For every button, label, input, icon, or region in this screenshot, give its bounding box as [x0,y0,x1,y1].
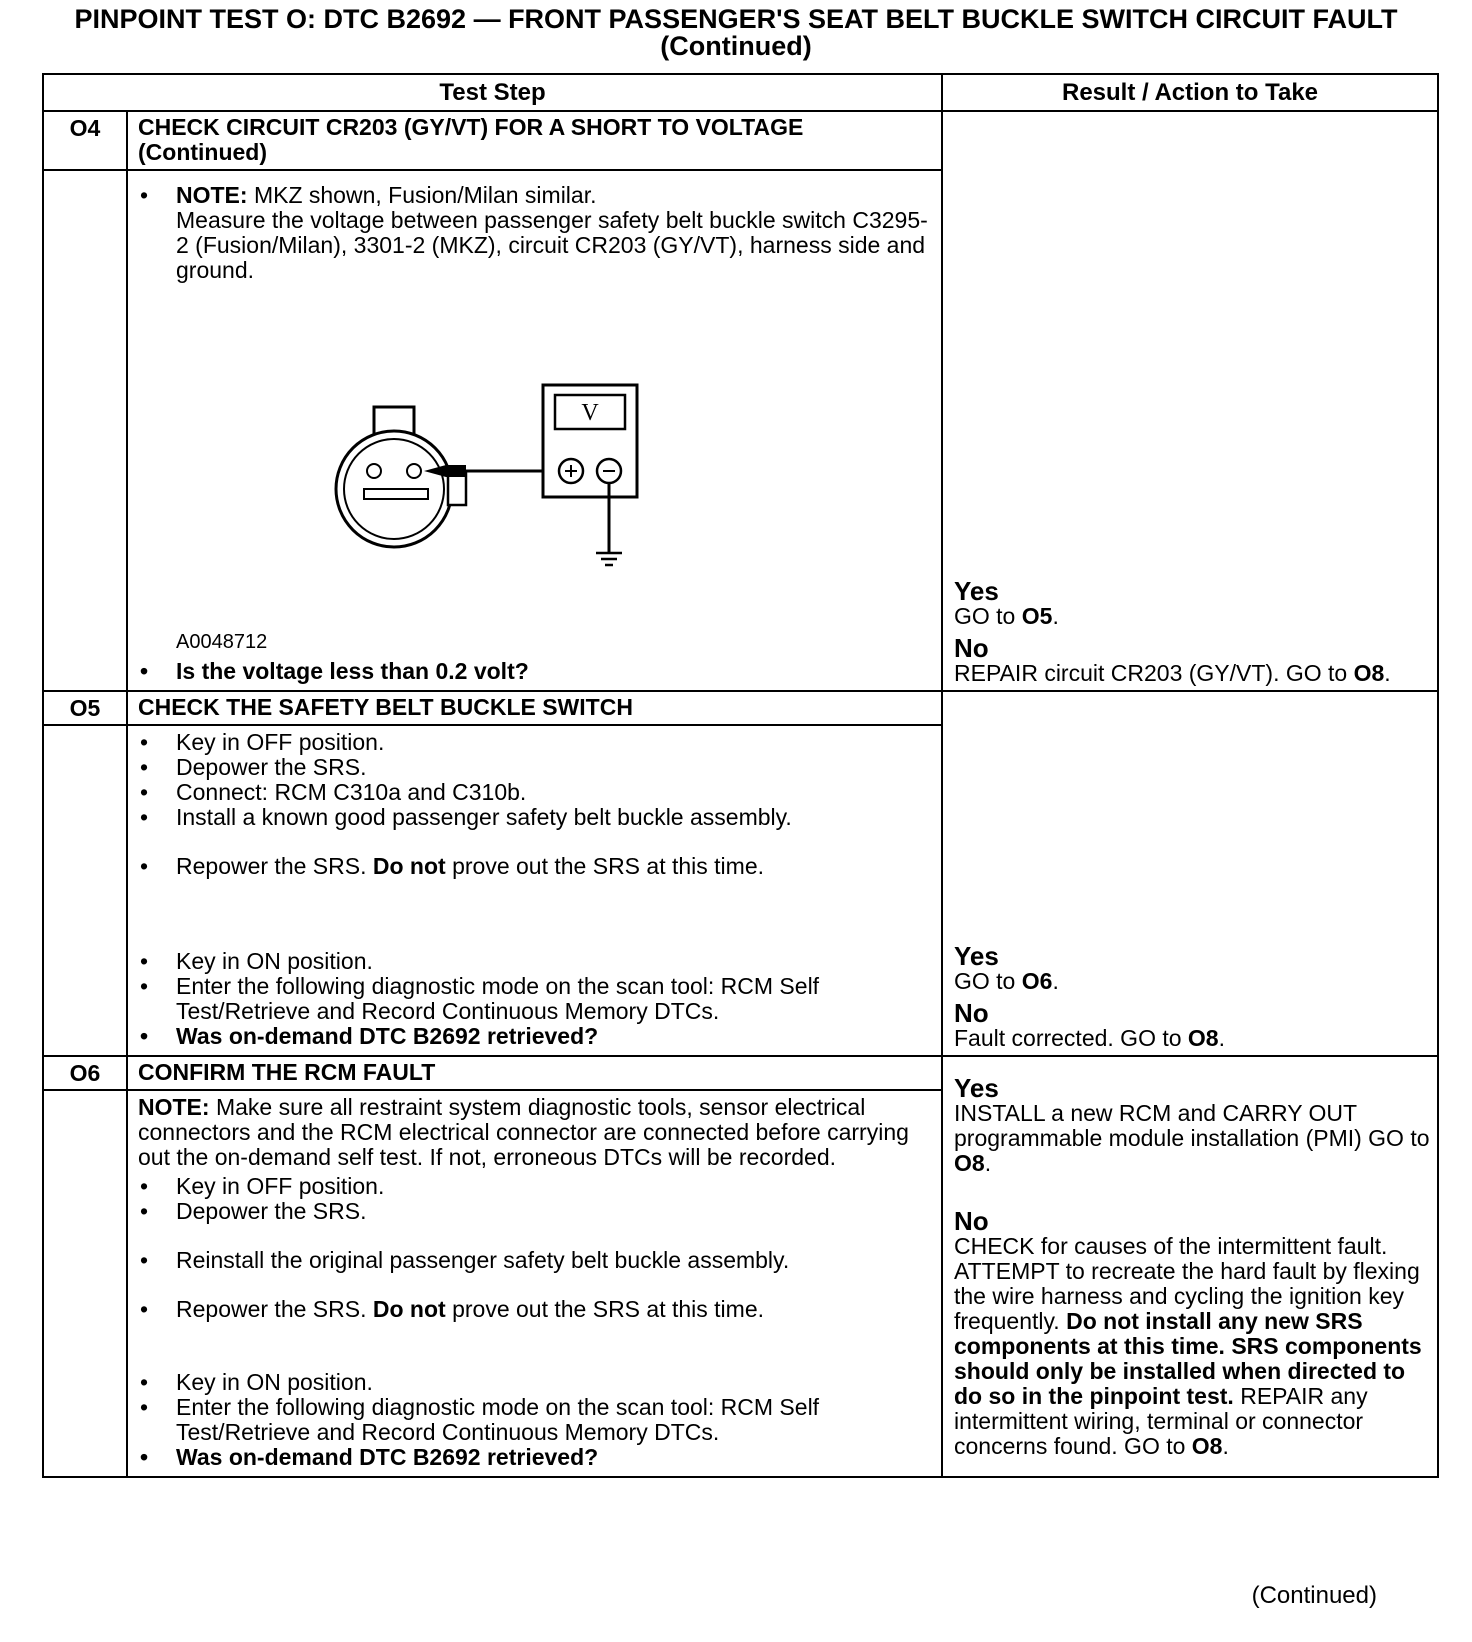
o6-step-2: • Depower the SRS. [138,1199,933,1224]
step-o6-id: O6 [43,1056,127,1090]
o5-yes-text: GO to O6. [954,968,1059,994]
o6-step-1: • Key in OFF position. [138,1174,933,1199]
title-line-2: (Continued) [660,31,812,61]
step-o4-heading: CHECK CIRCUIT CR203 (GY/VT) FOR A SHORT TO VOLTAGE (Continued) [127,111,942,170]
o5-no-text: Fault corrected. GO to O8. [954,1025,1225,1051]
step-o5-header-row [43,691,1438,725]
o6-note: NOTE: Make sure all restraint system diagnostic tools, sensor electrical connectors and the RCM electrical connector are connected before carrying out the on-demand self test. If not, erroneous DTCs will be recorded. [138,1094,909,1170]
page-title [0,6,1472,60]
o6-step-4: • Enter the following diagnostic mode on the scan tool: RCM Self Test/Retrieve and Record Continuous Memory DTCs. [138,1395,933,1445]
o4-measure-text: Measure the voltage between passenger safety belt buckle switch C3295-2 (Fusion/Milan), 3301-2 (MKZ), circuit CR203 (GY/VT), harness side and ground. [176,207,928,283]
o6-question: • Was on-demand DTC B2692 retrieved? [138,1445,933,1470]
step-o5-body [127,725,942,1056]
o6-no-label: No [954,1206,989,1236]
o6-reinstall: • Reinstall the original passenger safety belt buckle assembly. [138,1248,933,1273]
step-o6-result [942,1056,1438,1477]
column-header-test-step: Test Step [43,74,942,111]
connector-pin-1 [367,464,381,478]
step-o4-result [942,111,1438,691]
o5-step-5: • Key in ON position. [138,949,933,974]
step-o5-id: O5 [43,691,127,725]
o4-note: • NOTE: MKZ shown, Fusion/Milan similar. [138,183,933,208]
o6-repower: • Repower the SRS. Do not prove out the SRS at this time. [138,1297,933,1322]
o4-yes-text: GO to O5. [954,603,1059,629]
o5-yes-label: Yes [954,941,999,971]
voltmeter-figure [176,283,933,659]
step-o5-result [942,691,1438,1056]
step-o6-body [127,1090,942,1477]
step-o6-header-row [43,1056,1438,1090]
o5-no-label: No [954,998,989,1028]
continued-footer: (Continued) [1251,1582,1377,1609]
step-o4-body [127,170,942,691]
o6-step-3: • Key in ON position. [138,1370,933,1395]
o5-step-6: • Enter the following diagnostic mode on the scan tool: RCM Self Test/Retrieve and Record Continuous Memory DTCs. [138,974,933,1024]
pinpoint-test-table [42,73,1439,1478]
o5-repower: • Repower the SRS. Do not prove out the SRS at this time. [138,854,933,879]
o4-no-label: No [954,633,989,663]
o5-question: • Was on-demand DTC B2692 retrieved? [138,1024,933,1049]
figure-id: A0048712 [176,631,268,653]
voltmeter-label: V [581,400,599,426]
o6-yes-text: INSTALL a new RCM and CARRY OUT programmable module installation (PMI) GO to O8. [954,1100,1430,1176]
o5-step-3: • Connect: RCM C310a and C310b. [138,780,933,805]
o4-yes-label: Yes [954,576,999,606]
column-header-result: Result / Action to Take [942,74,1438,111]
step-o5-heading: CHECK THE SAFETY BELT BUCKLE SWITCH [127,691,942,725]
o4-no-text: REPAIR circuit CR203 (GY/VT). GO to O8. [954,660,1391,686]
connector-pin-2 [407,464,421,478]
o6-no-text: CHECK for causes of the intermittent fault. ATTEMPT to recreate the hard fault by flexing the wire harness and cycling the ignition key frequently. Do not install any new SRS components at this time. SRS components should only be installed when directed to do so in the pinpoint test. REPAIR any intermittent wiring, terminal or connector concerns found. GO to O8. [954,1233,1422,1459]
step-o6-heading: CONFIRM THE RCM FAULT [127,1056,942,1090]
voltmeter-diagram [266,303,686,633]
step-o4-id: O4 [43,111,127,170]
o5-step-2: • Depower the SRS. [138,755,933,780]
o5-step-4: • Install a known good passenger safety belt buckle assembly. [138,805,933,830]
o6-yes-label: Yes [954,1073,999,1103]
o4-question: • Is the voltage less than 0.2 volt? [138,659,933,684]
title-line-1: PINPOINT TEST O: DTC B2692 — FRONT PASSENGER'S SEAT BELT BUCKLE SWITCH CIRCUIT FAULT [74,4,1398,34]
o5-step-1: • Key in OFF position. [138,730,933,755]
step-o4-header-row [43,111,1438,170]
